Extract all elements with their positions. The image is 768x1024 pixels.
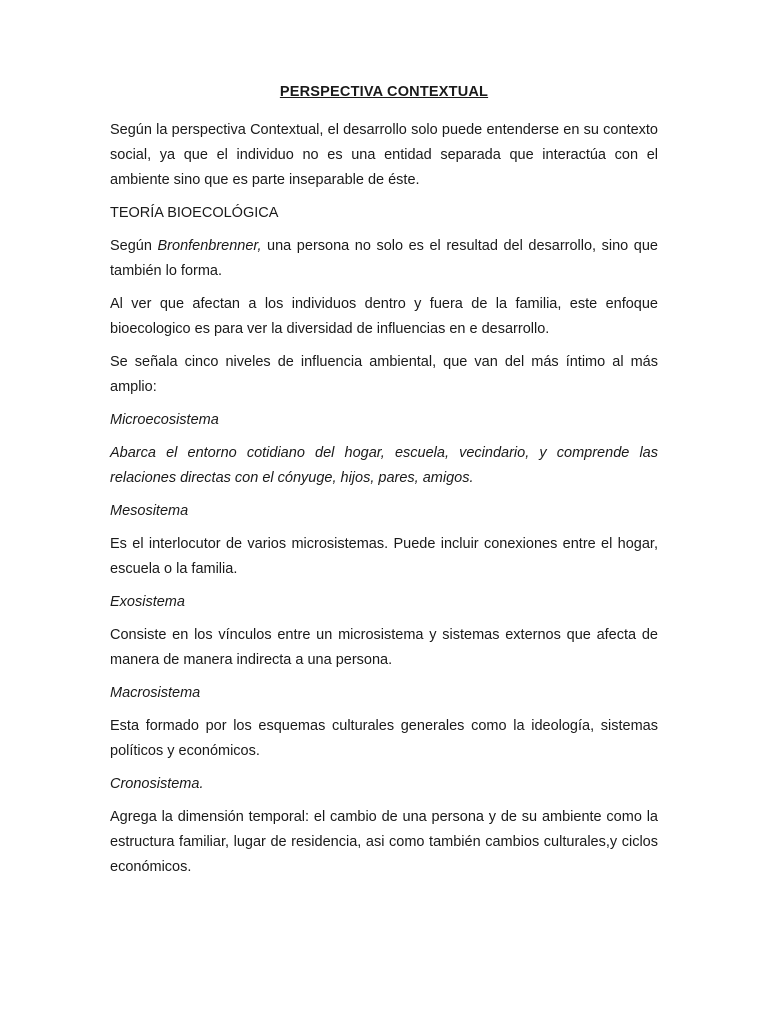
document-body xyxy=(110,118,658,888)
levels-paragraph: Se señala cinco niveles de influencia ambiental, que van del más íntimo al más amplio: xyxy=(110,354,658,395)
level-desc-micro: Abarca el entorno cotidiano del hogar, escuela, vecindario, y comprende las relaciones directas con el cónyuge, hijos, pares, amigos. xyxy=(110,445,658,486)
bronfenbrenner-pre: Según xyxy=(110,238,158,254)
level-name-meso: Mesositema xyxy=(110,503,189,519)
bronfenbrenner-name: Bronfenbrenner, xyxy=(157,238,262,254)
level-name-micro: Microecosistema xyxy=(110,412,219,428)
section-heading: TEORÍA BIOECOLÓGICA xyxy=(110,205,279,221)
level-name-crono: Cronosistema. xyxy=(110,776,204,792)
influences-paragraph: Al ver que afectan a los individuos dentro y fuera de la familia, este enfoque bioecologico es para ver la diversidad de influencias en e desarrollo. xyxy=(110,296,658,337)
page-title: PERSPECTIVA CONTEXTUAL xyxy=(279,84,489,100)
level-desc-macro: Esta formado por los esquemas culturales generales como la ideología, sistemas políticos y económicos. xyxy=(110,718,658,759)
level-desc-exo: Consiste en los vínculos entre un microsistema y sistemas externos que afecta de manera de manera indirecta a una persona. xyxy=(110,627,658,668)
level-desc-crono: Agrega la dimensión temporal: el cambio de una persona y de su ambiente como la estructura familiar, lugar de residencia, asi como también cambios culturales,y ciclos económicos. xyxy=(110,809,658,875)
intro-paragraph: Según la perspectiva Contextual, el desarrollo solo puede entenderse en su contexto social, ya que el individuo no es una entidad separada que interactúa con el ambiente sino que es parte inseparable de éste. xyxy=(110,122,658,188)
bronfenbrenner-post: una persona no solo es el resultad del desarrollo, sino que también lo forma. xyxy=(110,238,658,279)
bronfenbrenner-paragraph xyxy=(110,234,658,284)
level-name-exo: Exosistema xyxy=(110,594,185,610)
level-name-macro: Macrosistema xyxy=(110,685,201,701)
level-desc-meso: Es el interlocutor de varios microsistemas. Puede incluir conexiones entre el hogar, escuela o la familia. xyxy=(110,536,658,577)
